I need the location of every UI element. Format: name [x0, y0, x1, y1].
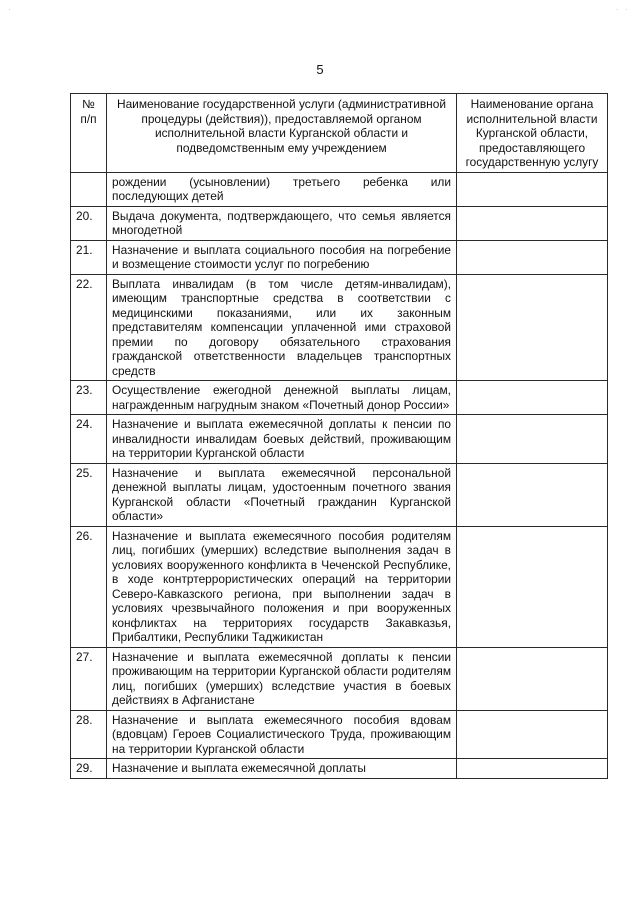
row-authority	[457, 415, 608, 464]
table-row	[71, 415, 608, 464]
row-authority	[457, 710, 608, 759]
row-number: 28.	[71, 710, 107, 759]
corner-mark-left: ·	[8, 4, 13, 14]
row-number: 25.	[71, 463, 107, 526]
row-service-name: Назначение и выплата ежемесячной доплаты к пенсии по инвалидности инвалидам боевых действий, проживающим на территории Курганской области	[107, 415, 457, 464]
table-row	[71, 381, 608, 415]
row-authority	[457, 172, 608, 206]
row-number: 27.	[71, 647, 107, 710]
row-authority	[457, 463, 608, 526]
table-row	[71, 172, 608, 206]
table-row	[71, 526, 608, 647]
header-service-name: Наименование государственной услуги (административной процедуры (действия)), предоставляемой органом исполнительной власти Курганской области и подведомственным ему учреждением	[107, 94, 457, 173]
row-authority	[457, 526, 608, 647]
row-number: 21.	[71, 240, 107, 274]
header-num: № п/п	[71, 94, 107, 173]
table-row	[71, 759, 608, 779]
row-service-name: Назначение и выплата ежемесячного пособия вдовам (вдовцам) Героев Социалистического Труда, проживающим на территории Курганской области	[107, 710, 457, 759]
table-row	[71, 274, 608, 381]
table-body	[71, 172, 608, 778]
row-service-name: Назначение и выплата ежемесячного пособия родителям лиц, погибших (умерших) вследствие выполнения задач в условиях вооруженного конфликта в Чеченской Республике, в ходе контртеррористических операций на территории Северо-Кавказского региона, при выполнении задач в условиях чрезвычайного положения и при вооруженных конфликтах на территориях государств Закавказья, Прибалтики, Республики Таджикистан	[107, 526, 457, 647]
row-authority	[457, 759, 608, 779]
row-number	[71, 172, 107, 206]
table-row	[71, 240, 608, 274]
table-row	[71, 463, 608, 526]
table-header-row	[71, 94, 608, 173]
table-row	[71, 647, 608, 710]
row-number: 26.	[71, 526, 107, 647]
row-authority	[457, 240, 608, 274]
row-service-name: Назначение и выплата ежемесячной персональной денежной выплаты лицам, удостоенным почетного звания Курганской области «Почетный гражданин Курганской области»	[107, 463, 457, 526]
row-service-name: Назначение и выплата социального пособия на погребение и возмещение стоимости услуг по погребению	[107, 240, 457, 274]
page-number: 5	[316, 62, 324, 77]
row-authority	[457, 381, 608, 415]
row-number: 24.	[71, 415, 107, 464]
row-authority	[457, 647, 608, 710]
row-service-name: Выдача документа, подтверждающего, что семья является многодетной	[107, 206, 457, 240]
row-service-name: Назначение и выплата ежемесячной доплаты к пенсии проживающим на территории Курганской области родителям лиц, погибших (умерших) вследствие участия в боевых действиях в Афганистане	[107, 647, 457, 710]
table-row	[71, 710, 608, 759]
header-authority: Наименование органа исполнительной власти Курганской области, предоставляющего государственную услугу	[457, 94, 608, 173]
row-number: 22.	[71, 274, 107, 381]
corner-mark-right: · ·	[615, 4, 630, 14]
row-number: 23.	[71, 381, 107, 415]
row-service-name: Выплата инвалидам (в том числе детям-инвалидам), имеющим транспортные средства в соответствии с медицинскими показаниями, или их законным представителям компенсации уплаченной ими страховой премии по договору обязательного страхования гражданской ответственности владельцев транспортных средств	[107, 274, 457, 381]
row-service-name: рождении (усыновлении) третьего ребенка или последующих детей	[107, 172, 457, 206]
table-row	[71, 206, 608, 240]
row-service-name: Назначение и выплата ежемесячной доплаты	[107, 759, 457, 779]
row-authority	[457, 206, 608, 240]
row-number: 29.	[71, 759, 107, 779]
row-number: 20.	[71, 206, 107, 240]
row-authority	[457, 274, 608, 381]
row-service-name: Осуществление ежегодной денежной выплаты лицам, награжденным нагрудным знаком «Почетный донор России»	[107, 381, 457, 415]
services-table	[70, 93, 608, 779]
